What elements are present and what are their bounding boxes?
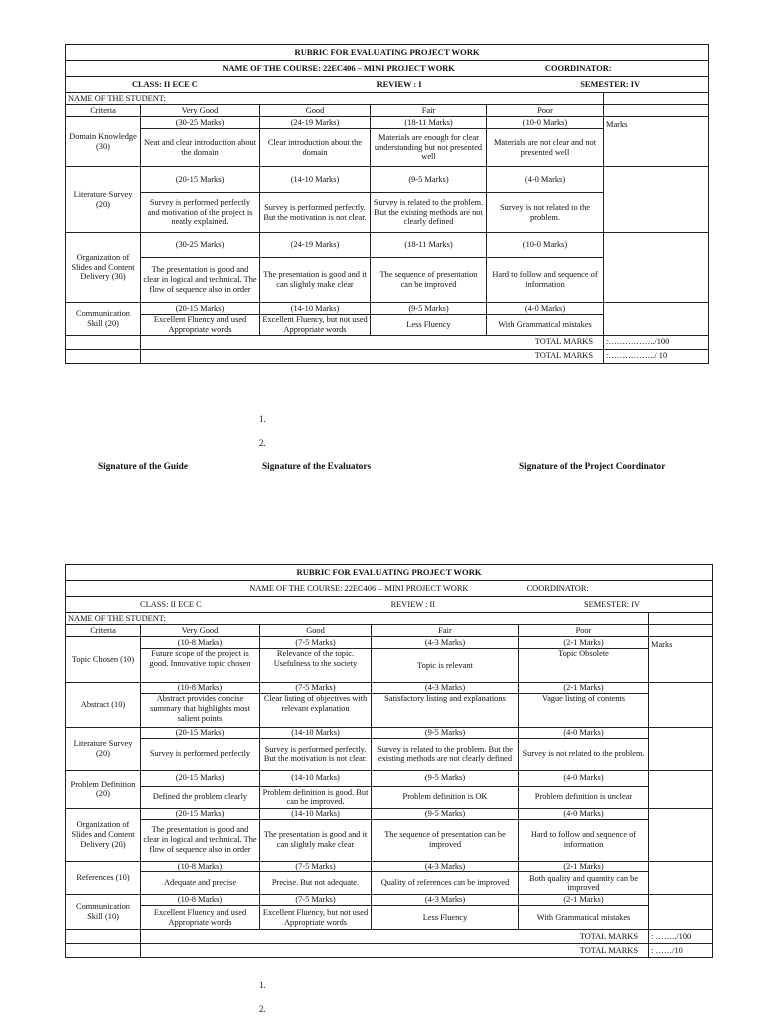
review1-desc-cell: With Grammatical mistakes <box>487 315 604 336</box>
review2-desc-cell: Excellent Fluency and used Appropriate words <box>141 906 260 930</box>
review2-marks-cell[interactable] <box>649 770 713 808</box>
review1-criteria-literature-survey: Literature Survey (20) <box>66 167 141 233</box>
review2-total-10[interactable]: : ……/10 <box>649 944 713 958</box>
review2-review-number: REVIEW : II <box>390 599 436 609</box>
review2-desc-cell: Vague listing of contents <box>519 694 649 728</box>
review2-marks-header: Marks <box>651 640 673 649</box>
review1-total-label: TOTAL MARKS <box>141 335 604 349</box>
review1-desc-cell: The sequence of presentation can be improved <box>371 258 487 303</box>
review2-desc-cell: The sequence of presentation can be improved <box>372 819 519 861</box>
review1-criteria-organization: Organization of Slides and Content Delivery (30) <box>66 233 141 303</box>
review1-desc-cell: Clear introduction about the domain <box>260 129 371 167</box>
review2-criteria-problem-definition: Problem Definition (20) <box>66 770 141 808</box>
review2-total-blank <box>66 944 141 958</box>
review2-header-fair: Fair <box>372 625 519 637</box>
review1-total-10[interactable]: :……………../ 10 <box>604 349 709 363</box>
review2-desc-cell: Quality of references can be improved <box>372 872 519 895</box>
review2-marks-cell[interactable] <box>649 683 713 728</box>
review2-range-cell: (2-1 Marks) <box>519 683 649 694</box>
review1-range-cell: (14-10 Marks) <box>260 303 371 315</box>
review2-range-cell: (7-5 Marks) <box>260 637 372 649</box>
review1-desc-cell: Materials are not clear and not presented well <box>487 129 604 167</box>
review2-total-label: TOTAL MARKS <box>141 930 649 944</box>
bottom-evaluator-number-1: 1. <box>259 980 266 990</box>
review1-marks-cell[interactable] <box>604 303 709 336</box>
review2-desc-cell: Satisfactory listing and explanations <box>372 694 519 728</box>
review2-marks-cell[interactable] <box>649 895 713 930</box>
review1-header-criteria: Criteria <box>66 105 141 117</box>
review2-student-name-field[interactable] <box>649 613 713 625</box>
review1-student-name-label: NAME OF THE STUDENT: <box>66 93 604 105</box>
review2-range-cell: (10-8 Marks) <box>141 637 260 649</box>
review2-range-cell: (4-3 Marks) <box>372 895 519 906</box>
review2-coordinator: COORDINATOR: <box>526 583 589 593</box>
review2-total-blank <box>66 930 141 944</box>
review2-rubric-table <box>65 564 713 958</box>
review1-course-row <box>66 61 709 77</box>
review2-range-cell: (9-5 Marks) <box>372 808 519 819</box>
review2-desc-cell: The presentation is good and it can slightly make clear <box>260 819 372 861</box>
review1-desc-cell: Excellent Fluency and used Appropriate words <box>141 315 260 336</box>
review2-desc-cell: Both quality and quantity can be improved <box>519 872 649 895</box>
review1-header-good: Good <box>260 105 371 117</box>
review1-class: CLASS: II ECE C <box>132 79 198 89</box>
review2-range-cell: (20-15 Marks) <box>141 808 260 819</box>
review2-desc-cell: Survey is performed perfectly <box>141 738 260 770</box>
review2-desc-cell: With Grammatical mistakes <box>519 906 649 930</box>
review2-desc-cell: Survey is related to the problem. But the existing methods are not clearly defined <box>372 738 519 770</box>
review1-range-cell: (9-5 Marks) <box>371 303 487 315</box>
review2-range-cell: (2-1 Marks) <box>519 637 649 649</box>
review1-range-cell: (30-25 Marks) <box>141 117 260 129</box>
review2-title: RUBRIC FOR EVALUATING PROJECT WORK <box>66 565 713 581</box>
review1-criteria-communication: Communication Skill (20) <box>66 303 141 336</box>
review2-desc-cell: Topic is relevant <box>372 649 519 683</box>
review1-marks-header: Marks <box>606 120 628 129</box>
review1-review-number: REVIEW : I <box>376 79 422 89</box>
review2-criteria-literature-survey: Literature Survey (20) <box>66 728 141 771</box>
review2-desc-cell: Adequate and precise <box>141 872 260 895</box>
review2-criteria-abstract: Abstract (10) <box>66 683 141 728</box>
review2-desc-cell: Problem definition is OK <box>372 786 519 808</box>
review2-desc-cell: Problem definition is good. But can be improved. <box>260 786 372 808</box>
review1-desc-cell: Hard to follow and sequence of information <box>487 258 604 303</box>
review2-header-criteria: Criteria <box>66 625 141 637</box>
review1-range-cell: (24-19 Marks) <box>260 233 371 258</box>
review1-range-cell: (10-0 Marks) <box>487 233 604 258</box>
evaluator-number-1: 1. <box>259 414 266 424</box>
review2-marks-cell[interactable] <box>649 861 713 895</box>
review1-total-label: TOTAL MARKS <box>141 349 604 363</box>
review1-marks-cell[interactable] <box>604 233 709 303</box>
review1-total-blank <box>66 349 141 363</box>
review1-coordinator: COORDINATOR: <box>544 63 612 73</box>
review1-desc-cell: The presentation is good and clear in logical and technical. The flow of sequence also in order <box>141 258 260 303</box>
review1-class-row <box>66 77 709 93</box>
review2-desc-cell: Survey is performed perfectly. But the motivation is not clear. <box>260 738 372 770</box>
review2-desc-cell: Defined the problem clearly <box>141 786 260 808</box>
review2-range-cell: (7-5 Marks) <box>260 861 372 872</box>
review1-header-blank <box>604 105 709 117</box>
review1-desc-cell: Survey is related to the problem. But the existing methods are not clearly defined <box>371 193 487 233</box>
review1-range-cell: (24-19 Marks) <box>260 117 371 129</box>
review1-desc-cell: Survey is performed perfectly. But the motivation is not clear. <box>260 193 371 233</box>
review2-range-cell: (20-15 Marks) <box>141 728 260 739</box>
review2-range-cell: (4-3 Marks) <box>372 637 519 649</box>
review2-header-poor: Poor <box>519 625 649 637</box>
review1-marks-cell[interactable] <box>604 167 709 233</box>
review2-desc-cell: Survey is not related to the problem. <box>519 738 649 770</box>
signature-project-coordinator: Signature of the Project Coordinator <box>519 462 666 472</box>
review2-range-cell: (2-1 Marks) <box>519 895 649 906</box>
bottom-evaluator-number-2: 2. <box>259 1004 266 1014</box>
review1-range-cell: (10-0 Marks) <box>487 117 604 129</box>
review2-desc-cell: Less Fluency <box>372 906 519 930</box>
review1-desc-cell: Neat and clear introduction about the domain <box>141 129 260 167</box>
review2-criteria-organization: Organization of Slides and Content Delivery (20) <box>66 808 141 861</box>
review1-range-cell: (14-10 Marks) <box>260 167 371 193</box>
review2-range-cell: (4-0 Marks) <box>519 808 649 819</box>
review2-marks-cell[interactable] <box>649 637 713 683</box>
review2-marks-cell[interactable] <box>649 808 713 861</box>
review1-desc-cell: Survey is not related to the problem. <box>487 193 604 233</box>
review1-desc-cell: Less Fluency <box>371 315 487 336</box>
review1-marks-cell[interactable] <box>604 117 709 167</box>
review2-course-row <box>66 581 713 597</box>
review1-criteria-domain-knowledge: Domain Knowledge (30) <box>66 117 141 167</box>
review1-desc-cell: Materials are enough for clear understanding but not presented well <box>371 129 487 167</box>
review2-criteria-references: References (10) <box>66 861 141 895</box>
review2-criteria-communication: Communication Skill (10) <box>66 895 141 930</box>
review1-desc-cell: Excellent Fluency, but not used Appropriate words <box>260 315 371 336</box>
review1-range-cell: (30-25 Marks) <box>141 233 260 258</box>
review2-range-cell: (14-10 Marks) <box>260 808 372 819</box>
review2-semester: SEMESTER: IV <box>583 599 641 609</box>
review1-desc-cell: Survey is performed perfectly and motivation of the project is neatly explained. <box>141 193 260 233</box>
review2-range-cell: (4-0 Marks) <box>519 728 649 739</box>
review2-criteria-topic-chosen: Topic Chosen (10) <box>66 637 141 683</box>
review1-header-poor: Poor <box>487 105 604 117</box>
review1-range-cell: (18-11 Marks) <box>371 117 487 129</box>
review1-student-name-field[interactable] <box>604 93 709 105</box>
review1-range-cell: (4-0 Marks) <box>487 303 604 315</box>
review2-desc-cell: Clear listing of objectives with relevant explanation <box>260 694 372 728</box>
review2-desc-cell: Topic Obsolete <box>519 649 649 683</box>
review1-range-cell: (18-11 Marks) <box>371 233 487 258</box>
review2-range-cell: (9-5 Marks) <box>372 728 519 739</box>
review2-header-good: Good <box>260 625 372 637</box>
review1-course-name: NAME OF THE COURSE: 22EC406 – MINI PROJECT WORK <box>222 63 455 73</box>
review2-range-cell: (4-3 Marks) <box>372 861 519 872</box>
review2-total-label: TOTAL MARKS <box>141 944 649 958</box>
review2-desc-cell: Future scope of the project is good. Innovative topic chosen <box>141 649 260 683</box>
review2-range-cell: (7-5 Marks) <box>260 683 372 694</box>
review2-class-row <box>66 597 713 613</box>
review2-desc-cell: Excellent Fluency, but not used Appropriate words <box>260 906 372 930</box>
review1-semester: SEMESTER: IV <box>580 79 641 89</box>
review2-range-cell: (20-15 Marks) <box>141 770 260 786</box>
review2-desc-cell: Problem definition is unclear <box>519 786 649 808</box>
review2-desc-cell: Precise. But not adequate. <box>260 872 372 895</box>
review1-range-cell: (4-0 Marks) <box>487 167 604 193</box>
review2-header-very-good: Very Good <box>141 625 260 637</box>
review2-range-cell: (7-5 Marks) <box>260 895 372 906</box>
review2-range-cell: (4-3 Marks) <box>372 683 519 694</box>
review1-header-very-good: Very Good <box>141 105 260 117</box>
review1-range-cell: (9-5 Marks) <box>371 167 487 193</box>
review2-desc-cell: Relevance of the topic. Usefulness to the society <box>260 649 372 683</box>
review2-desc-cell: Abstract provides concise summary that highlights most salient points <box>141 694 260 728</box>
review2-student-name-label: NAME OF THE STUDENT: <box>66 613 649 625</box>
review2-course-name: NAME OF THE COURSE: 22EC406 – MINI PROJECT WORK <box>249 583 469 593</box>
review2-range-cell: (4-0 Marks) <box>519 770 649 786</box>
review1-header-fair: Fair <box>371 105 487 117</box>
signature-guide: Signature of the Guide <box>98 462 188 472</box>
review2-range-cell: (14-10 Marks) <box>260 728 372 739</box>
evaluator-number-2: 2. <box>259 438 266 448</box>
review2-range-cell: (10-8 Marks) <box>141 683 260 694</box>
review2-total-100[interactable]: : ……../100 <box>649 930 713 944</box>
review1-range-cell: (20-15 Marks) <box>141 303 260 315</box>
review1-desc-cell: The presentation is good and it can slightly make clear <box>260 258 371 303</box>
review2-header-blank <box>649 625 713 637</box>
review2-desc-cell: The presentation is good and clear in logical and technical. The flow of sequence also in order <box>141 819 260 861</box>
review2-range-cell: (2-1 Marks) <box>519 861 649 872</box>
review2-range-cell: (14-10 Marks) <box>260 770 372 786</box>
review2-range-cell: (10-8 Marks) <box>141 861 260 872</box>
review1-total-100[interactable]: :……………../100 <box>604 335 709 349</box>
review2-range-cell: (10-8 Marks) <box>141 895 260 906</box>
review2-class: CLASS: II ECE C <box>140 599 202 609</box>
review1-title: RUBRIC FOR EVALUATING PROJECT WORK <box>66 45 709 61</box>
review1-range-cell: (20-15 Marks) <box>141 167 260 193</box>
review1-total-blank <box>66 335 141 349</box>
review2-range-cell: (9-5 Marks) <box>372 770 519 786</box>
review2-marks-cell[interactable] <box>649 728 713 771</box>
signature-evaluators: Signature of the Evaluators <box>262 462 372 472</box>
review2-desc-cell: Hard to follow and sequence of information <box>519 819 649 861</box>
review1-rubric-table <box>65 44 709 364</box>
